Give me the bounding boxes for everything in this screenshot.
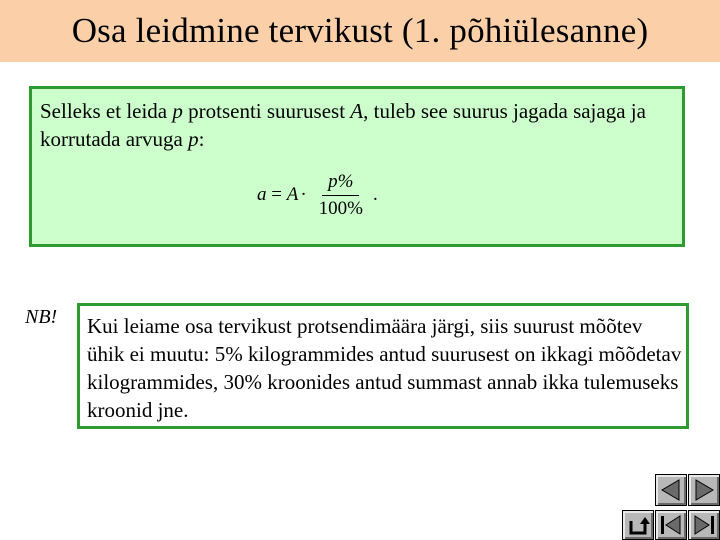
rule-box [29,86,685,247]
note-text: Kui leiame osa tervikust protsendimäära järgi, siis suurust mõõtev ühik ei muutu: 5% kilogrammides antud suurusest on ikkagi mõõdetav kilogrammides, 30% kroonides antud summast annab ikka tulemuseks kroonid jne. [87,314,682,422]
return-button[interactable] [622,510,654,540]
rule-part-4: : [198,127,205,151]
next-button[interactable] [688,474,720,506]
variable-a: A [350,99,364,123]
formula-fraction [313,171,369,220]
nb-label: NB! [25,306,58,328]
formula-equals: = [266,184,287,205]
formula-dot: · [300,184,307,205]
formula-lhs: a [257,184,267,205]
prev-button[interactable] [655,474,687,506]
formula-a: A [286,184,299,205]
fraction-denominator: 100% [318,197,363,219]
variable-p: p [172,99,183,123]
skip-last-icon [689,511,719,539]
rule-part-1: Selleks et leida [40,99,173,123]
fraction-numerator: p% [322,171,359,196]
percent-formula [257,167,378,223]
rule-part-3: , tuleb see suurus jagada sajaga ja korrutada arvuga [40,99,646,151]
rule-text [40,97,670,153]
formula-end: . [372,184,378,205]
rule-part-2: protsenti suurusest [182,99,351,123]
title-bar [0,0,720,62]
note-box [77,303,689,429]
skip-first-icon [656,511,686,539]
return-arrow-icon [623,511,653,539]
last-slide-button[interactable] [688,510,720,540]
variable-p-2: p [188,127,199,151]
first-slide-button[interactable] [655,510,687,540]
triangle-left-icon [656,475,686,505]
triangle-right-icon [689,475,719,505]
slide-title: Osa leidmine tervikust (1. põhiülesanne) [71,11,649,50]
